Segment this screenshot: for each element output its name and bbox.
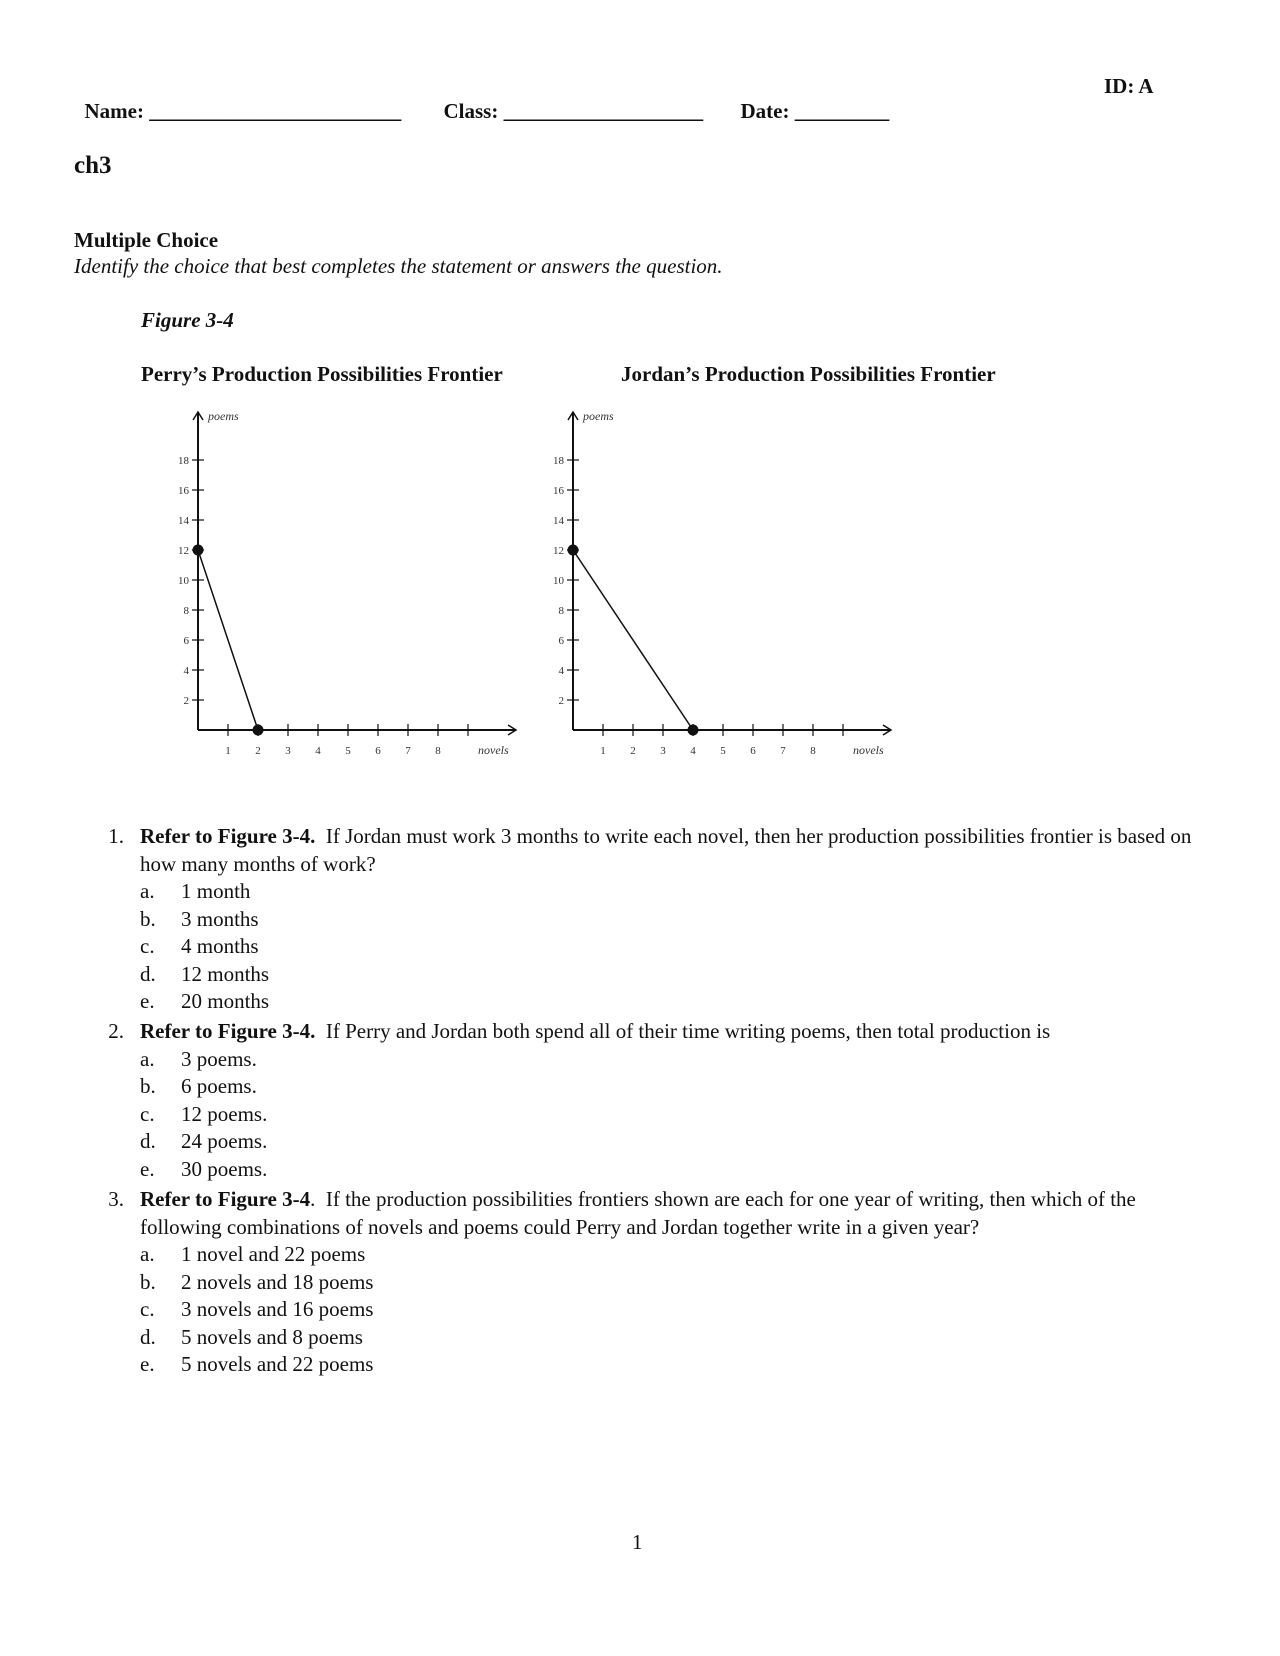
question-stem: If Jordan must work 3 months to write each novel, then her production possibilities frontier is based on how many months of work? (140, 824, 1192, 876)
x-tick-label: 3 (660, 745, 666, 757)
page-title: ch3 (74, 152, 112, 179)
y-tick-label: 14 (178, 515, 189, 527)
y-tick-label: 10 (178, 575, 189, 587)
question-stem: If Perry and Jordan both spend all of their time writing poems, then total production is (325, 1019, 1051, 1043)
x-tick-label: 6 (375, 745, 381, 757)
y-tick-label: 16 (553, 485, 564, 497)
option-d[interactable]: d. 12 months (140, 961, 270, 986)
x-axis-label: novels (478, 743, 509, 757)
ppf-line (198, 550, 258, 730)
ppf-point (253, 725, 264, 736)
options-list (140, 878, 1214, 1016)
section-heading: Multiple Choice (74, 228, 219, 252)
question-2 (104, 1018, 1214, 1183)
perry-ppf-chart (150, 402, 530, 772)
x-tick-label: 7 (405, 745, 411, 757)
y-tick-label: 8 (558, 605, 564, 617)
x-tick-label: 1 (225, 745, 231, 757)
name-field (74, 74, 401, 124)
x-tick-label: 8 (810, 745, 816, 757)
option-d[interactable]: d. 5 novels and 8 poems (140, 1324, 363, 1349)
question-text (140, 1018, 1214, 1046)
ppf-line (573, 550, 693, 730)
date-label: Date: (740, 99, 790, 123)
class-blank: ___________________ (503, 99, 704, 123)
options-list (140, 1241, 1214, 1379)
name-blank: ________________________ (149, 99, 402, 123)
x-tick-label: 1 (600, 745, 606, 757)
y-tick-label: 6 (558, 635, 564, 647)
page-number: 1 (632, 1530, 643, 1554)
y-tick-label: 2 (183, 695, 189, 707)
x-axis-label: novels (853, 743, 884, 757)
y-tick-label: 6 (183, 635, 189, 647)
date-blank: _________ (794, 99, 890, 123)
y-tick-label: 18 (178, 455, 189, 467)
option-e[interactable]: e. 30 poems. (140, 1156, 268, 1181)
section-instructions: Identify the choice that best completes the statement or answers the question. (74, 254, 723, 278)
x-tick-label: 6 (750, 745, 756, 757)
date-field (730, 74, 889, 124)
id-label: ID: A (1104, 74, 1154, 98)
y-tick-label: 12 (553, 545, 564, 557)
question-text: Refer to Figure 3-4. If the production possibilities frontiers shown are each for one year of writing, then which of the following combinations of novels and poems could Perry and Jordan together write in a given year? (140, 1187, 1136, 1239)
y-tick-label: 10 (553, 575, 564, 587)
question-ref: Refer to Figure 3-4. (140, 1019, 316, 1043)
question-3 (104, 1186, 1214, 1379)
figure-label: Figure 3-4 (141, 308, 234, 332)
x-tick-label: 5 (345, 745, 351, 757)
option-b[interactable]: b. 3 months (140, 906, 259, 931)
y-tick-label: 4 (183, 665, 189, 677)
y-tick-label: 16 (178, 485, 189, 497)
question-ref: Refer to Figure 3-4. (140, 824, 316, 848)
question-number: 2. (108, 1019, 124, 1043)
option-b[interactable]: b. 6 poems. (140, 1074, 257, 1098)
x-tick-label: 7 (780, 745, 786, 757)
question-number: 3. (108, 1187, 124, 1211)
x-tick-label: 5 (720, 745, 726, 757)
question-stem: If the production possibilities frontiers shown are each for one year of writing, then which of the following combinations of novels and poems could Perry and Jordan together write in a given year? (140, 1187, 1136, 1239)
ppf-point (688, 725, 699, 736)
class-field (433, 74, 703, 124)
option-c[interactable]: c. 4 months (140, 934, 259, 958)
y-tick-label: 18 (553, 455, 564, 467)
y-tick-label: 2 (558, 695, 564, 707)
question-number: 1. (108, 824, 124, 848)
y-tick-label: 14 (553, 515, 564, 527)
x-tick-label: 4 (315, 745, 321, 757)
option-a[interactable]: a. 1 novel and 22 poems (140, 1242, 366, 1266)
y-tick-label: 8 (183, 605, 189, 617)
x-tick-label: 2 (255, 745, 261, 757)
perry-chart-title: Perry’s Production Possibilities Frontier (141, 362, 503, 386)
y-axis-label: poems (583, 409, 614, 423)
option-a[interactable]: a. 3 poems. (140, 1046, 257, 1071)
x-tick-label: 4 (690, 745, 696, 757)
option-e[interactable]: e. 5 novels and 22 poems (140, 1352, 374, 1376)
option-c[interactable]: c. 12 poems. (140, 1101, 268, 1126)
y-axis-label: poems (208, 409, 239, 423)
option-c[interactable]: c. 3 novels and 16 poems (140, 1297, 374, 1321)
y-tick-label: 12 (178, 545, 189, 557)
question-ref: Refer to Figure 3-4 (140, 1187, 311, 1211)
option-d[interactable]: d. 24 poems. (140, 1129, 268, 1153)
y-tick-label: 4 (558, 665, 564, 677)
option-a[interactable]: a. 1 month (140, 879, 251, 903)
class-label: Class: (443, 99, 499, 123)
jordan-chart-title: Jordan’s Production Possibilities Frontier (621, 362, 996, 386)
name-label: Name: (84, 99, 144, 123)
question-1 (104, 823, 1214, 1016)
options-list (140, 1046, 1214, 1184)
question-text (140, 823, 1214, 878)
x-tick-label: 2 (630, 745, 636, 757)
jordan-ppf-chart (525, 402, 905, 772)
option-e[interactable]: e. 20 months (140, 989, 270, 1013)
ppf-point (193, 545, 204, 556)
option-b[interactable]: b. 2 novels and 18 poems (140, 1269, 374, 1294)
ppf-point (568, 545, 579, 556)
x-tick-label: 8 (435, 745, 441, 757)
x-tick-label: 3 (285, 745, 291, 757)
